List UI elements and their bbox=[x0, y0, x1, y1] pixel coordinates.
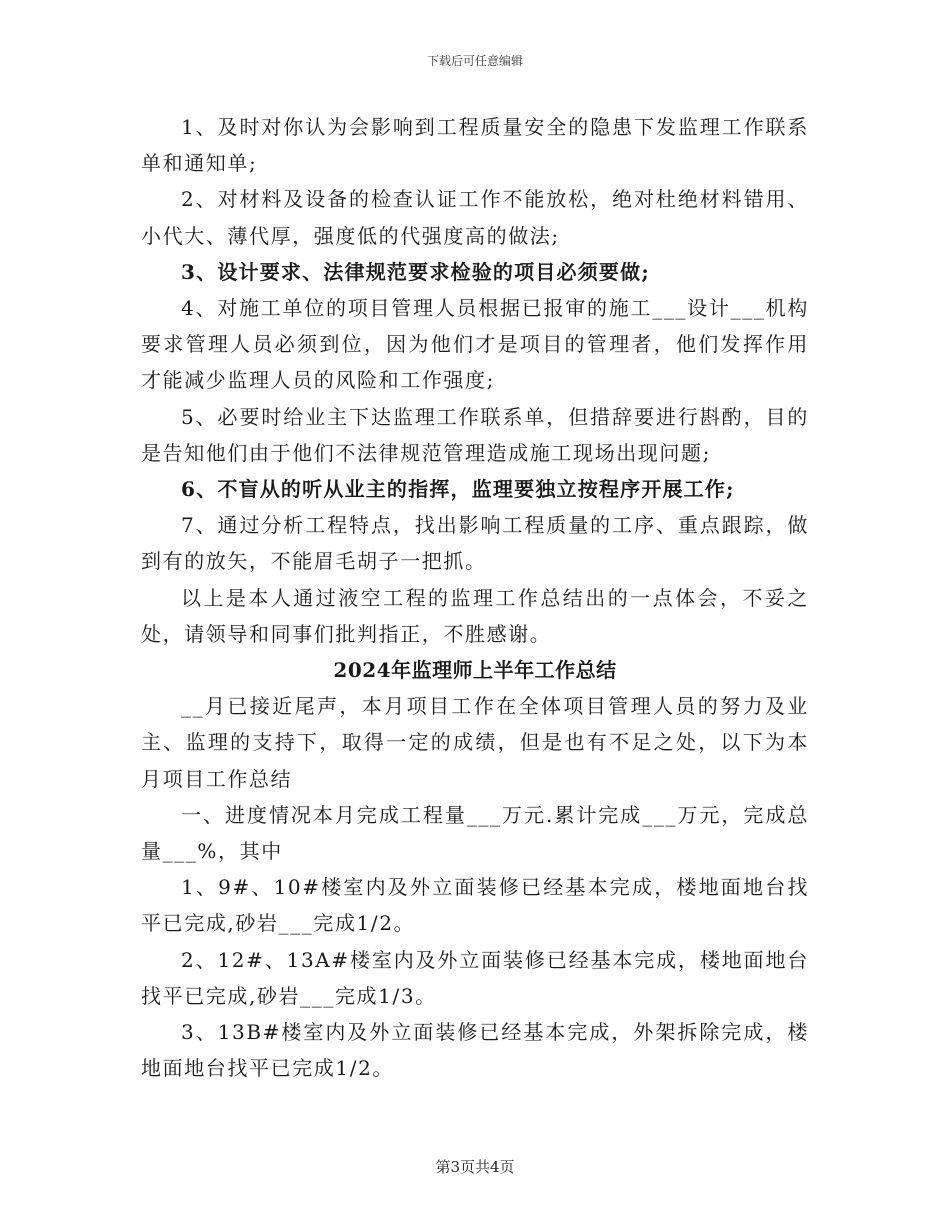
paragraph-progress: 一、进度情况本月完成工程量___万元.累计完成___万元，完成总量___%，其中 bbox=[141, 802, 809, 864]
paragraph-progress-item-1: 1、9#、10#楼室内及外立面装修已经基本完成，楼地面地台找平已完成,砂岩___完成1/2。 bbox=[141, 875, 809, 936]
paragraph-progress-item-2: 2、12#、13A#楼室内及外立面装修已经基本完成，楼地面地台找平已完成,砂岩___完成1/3。 bbox=[141, 947, 809, 1008]
paragraph-item-4: 4、对施工单位的项目管理人员根据已报审的施工___设计___机构要求管理人员必须到位，因为他们才是项目的管理者，他们发挥作用才能减少监理人员的风险和工作强度; bbox=[141, 296, 809, 393]
paragraph-item-2: 2、对材料及设备的检查认证工作不能放松，绝对杜绝材料错用、小代大、薄代厚，强度低的代强度高的做法; bbox=[141, 187, 809, 248]
paragraph-item-5: 5、必要时给业主下达监理工作联系单，但措辞要进行斟酌，目的是告知他们由于他们不法律规范管理造成施工现场出现问题; bbox=[141, 404, 809, 465]
paragraph-intro: __月已接近尾声，本月项目工作在全体项目管理人员的努力及业主、监理的支持下，取得一定的成绩，但是也有不足之处，以下为本月项目工作总结 bbox=[141, 694, 809, 791]
paragraph-progress-item-3: 3、13B#楼室内及外立面装修已经基本完成，外架拆除完成，楼地面地台找平已完成1/2。 bbox=[141, 1020, 809, 1081]
paragraph-item-6: 6、不盲从的听从业主的指挥，监理要独立按程序开展工作; bbox=[181, 477, 735, 502]
paragraph-conclusion: 以上是本人通过液空工程的监理工作总结出的一点体会，不妥之处，请领导和同事们批判指正，不胜感谢。 bbox=[141, 585, 809, 646]
paragraph-item-7: 7、通过分析工程特点，找出影响工程质量的工序、重点跟踪，做到有的放矢，不能眉毛胡子一把抓。 bbox=[141, 513, 809, 574]
page-number: 第3页共4页 bbox=[435, 1158, 515, 1176]
paragraph-item-1: 1、及时对你认为会影响到工程质量安全的隐患下发监理工作联系单和通知单; bbox=[141, 115, 809, 176]
section-title: 2024年监理师上半年工作总结 bbox=[333, 658, 617, 683]
paragraph-item-3: 3、设计要求、法律规范要求检验的项目必须要做; bbox=[181, 259, 650, 284]
page-header: 下载后可任意编辑 bbox=[426, 54, 523, 68]
document-body bbox=[141, 109, 809, 1086]
